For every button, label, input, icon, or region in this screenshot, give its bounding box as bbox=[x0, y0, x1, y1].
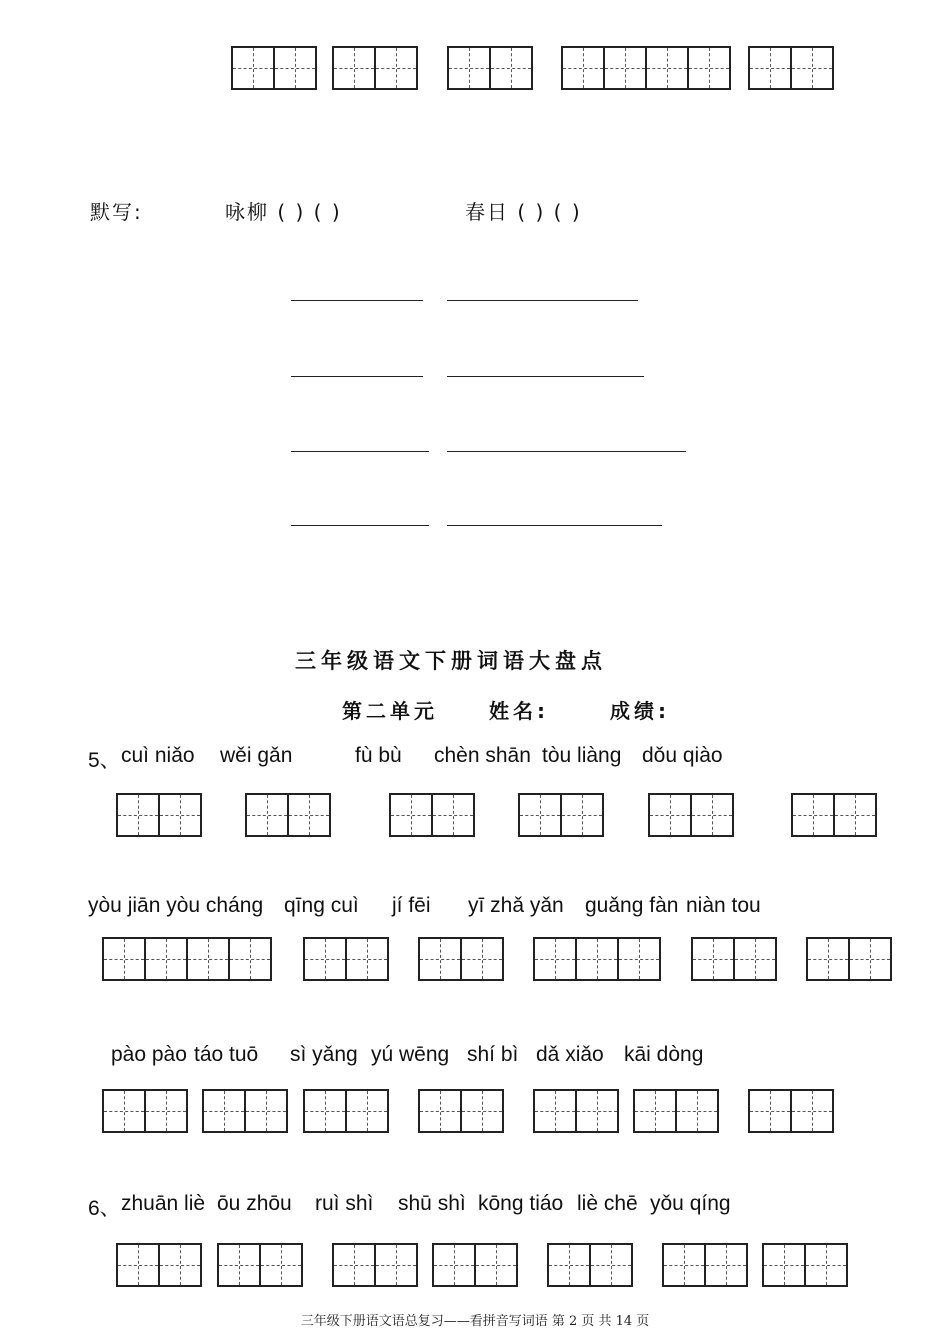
pinyin-word: ōu zhōu bbox=[217, 1192, 292, 1215]
writing-cell[interactable] bbox=[217, 1243, 261, 1287]
writing-cell[interactable] bbox=[102, 1089, 146, 1133]
answer-line-3a[interactable] bbox=[291, 451, 429, 452]
writing-cell[interactable] bbox=[806, 937, 850, 981]
answer-grid[interactable] bbox=[418, 1089, 504, 1133]
answer-grid[interactable] bbox=[389, 793, 475, 837]
pinyin-word: pào pào bbox=[111, 1043, 187, 1066]
writing-cell[interactable] bbox=[762, 1243, 806, 1287]
answer-grid[interactable] bbox=[202, 1089, 288, 1133]
pinyin-word: zhuān liè bbox=[121, 1192, 206, 1215]
answer-line-2a[interactable] bbox=[291, 376, 423, 377]
writing-cell[interactable] bbox=[748, 46, 792, 90]
writing-cell[interactable] bbox=[648, 793, 692, 837]
writing-cell[interactable] bbox=[332, 1243, 376, 1287]
writing-cell[interactable] bbox=[645, 46, 689, 90]
writing-cell[interactable] bbox=[158, 1243, 202, 1287]
writing-cell[interactable] bbox=[228, 937, 272, 981]
writing-cell[interactable] bbox=[244, 1089, 288, 1133]
writing-cell[interactable] bbox=[418, 937, 462, 981]
pinyin-word: qīng cuì bbox=[284, 894, 359, 917]
answer-grid[interactable] bbox=[648, 793, 734, 837]
pinyin-word: yú wēng bbox=[371, 1043, 450, 1066]
writing-cell[interactable] bbox=[273, 46, 317, 90]
writing-cell[interactable] bbox=[231, 46, 275, 90]
writing-cell[interactable] bbox=[733, 937, 777, 981]
answer-grid[interactable] bbox=[633, 1089, 719, 1133]
writing-cell[interactable] bbox=[790, 1089, 834, 1133]
writing-cell[interactable] bbox=[617, 937, 661, 981]
pinyin-word: niàn tou bbox=[686, 894, 761, 917]
dictation-label: 默写: bbox=[90, 200, 143, 224]
writing-cell[interactable] bbox=[704, 1243, 748, 1287]
writing-cell[interactable] bbox=[460, 1089, 504, 1133]
answer-grid[interactable] bbox=[116, 793, 202, 837]
writing-cell[interactable] bbox=[158, 793, 202, 837]
writing-cell[interactable] bbox=[603, 46, 647, 90]
pinyin-word: wěi gǎn bbox=[220, 744, 293, 767]
writing-cell[interactable] bbox=[389, 793, 433, 837]
answer-grid[interactable] bbox=[547, 1243, 633, 1287]
writing-cell[interactable] bbox=[287, 793, 331, 837]
answer-grid[interactable] bbox=[303, 1089, 389, 1133]
answer-grid[interactable] bbox=[418, 937, 504, 981]
answer-line-4a[interactable] bbox=[291, 525, 429, 526]
worksheet-title: 三年级语文下册词语大盘点 bbox=[295, 649, 607, 673]
answer-grid[interactable] bbox=[533, 1089, 619, 1133]
pinyin-word: yòu jiān yòu cháng bbox=[88, 894, 264, 917]
writing-cell[interactable] bbox=[533, 1089, 577, 1133]
row-number: 6、 bbox=[88, 1197, 121, 1220]
answer-grid[interactable] bbox=[217, 1243, 303, 1287]
answer-grid[interactable] bbox=[332, 1243, 418, 1287]
top-grid-5[interactable] bbox=[748, 46, 834, 90]
unit-label: 第二单元 bbox=[342, 699, 438, 723]
writing-cell[interactable] bbox=[687, 46, 731, 90]
writing-cell[interactable] bbox=[116, 1243, 160, 1287]
poem-2-title: 春日 ( ) ( ) bbox=[465, 200, 582, 224]
pinyin-word: chèn shān bbox=[434, 744, 531, 767]
writing-cell[interactable] bbox=[374, 1243, 418, 1287]
pinyin-word: tòu liàng bbox=[542, 744, 622, 767]
writing-cell[interactable] bbox=[345, 937, 389, 981]
pinyin-word: yǒu qíng bbox=[650, 1192, 731, 1215]
answer-grid[interactable] bbox=[102, 1089, 188, 1133]
writing-cell[interactable] bbox=[575, 1089, 619, 1133]
top-grid-2[interactable] bbox=[332, 46, 418, 90]
answer-line-1a[interactable] bbox=[291, 300, 423, 301]
writing-cell[interactable] bbox=[675, 1089, 719, 1133]
writing-cell[interactable] bbox=[690, 793, 734, 837]
writing-cell[interactable] bbox=[144, 1089, 188, 1133]
name-label: 姓名: bbox=[489, 699, 549, 723]
writing-cell[interactable] bbox=[186, 937, 230, 981]
page-footer: 三年级下册语文语总复习——看拼音写词语 第 2 页 共 14 页 bbox=[300, 1314, 650, 1329]
poem-1-title: 咏柳 ( ) ( ) bbox=[225, 200, 342, 224]
pinyin-word: sì yǎng bbox=[290, 1043, 358, 1066]
answer-grid[interactable] bbox=[533, 937, 661, 981]
writing-cell[interactable] bbox=[202, 1089, 246, 1133]
writing-cell[interactable] bbox=[489, 46, 533, 90]
writing-cell[interactable] bbox=[748, 1089, 792, 1133]
pinyin-word: dǒu qiào bbox=[642, 744, 723, 767]
answer-line-1b[interactable] bbox=[447, 300, 638, 301]
pinyin-word: yī zhǎ yǎn bbox=[468, 894, 564, 917]
pinyin-word: jí fēi bbox=[392, 894, 431, 917]
pinyin-word: ruì shì bbox=[315, 1192, 374, 1215]
answer-grid[interactable] bbox=[762, 1243, 848, 1287]
pinyin-word: liè chē bbox=[577, 1192, 638, 1215]
writing-cell[interactable] bbox=[418, 1089, 462, 1133]
answer-line-4b[interactable] bbox=[447, 525, 662, 526]
answer-grid[interactable] bbox=[518, 793, 604, 837]
writing-cell[interactable] bbox=[547, 1243, 591, 1287]
writing-cell[interactable] bbox=[848, 937, 892, 981]
writing-cell[interactable] bbox=[691, 937, 735, 981]
writing-cell[interactable] bbox=[575, 937, 619, 981]
writing-cell[interactable] bbox=[790, 46, 834, 90]
answer-grid[interactable] bbox=[748, 1089, 834, 1133]
pinyin-word: dǎ xiǎo bbox=[536, 1043, 604, 1066]
writing-cell[interactable] bbox=[791, 793, 835, 837]
pinyin-word: kōng tiáo bbox=[478, 1192, 564, 1215]
pinyin-word: shí bì bbox=[467, 1043, 519, 1066]
writing-cell[interactable] bbox=[303, 937, 347, 981]
answer-grid[interactable] bbox=[662, 1243, 748, 1287]
score-label: 成绩: bbox=[610, 699, 670, 723]
writing-cell[interactable] bbox=[332, 46, 376, 90]
writing-cell[interactable] bbox=[345, 1089, 389, 1133]
top-grid-3[interactable] bbox=[447, 46, 533, 90]
writing-cell[interactable] bbox=[374, 46, 418, 90]
answer-line-3b[interactable] bbox=[447, 451, 686, 452]
writing-cell[interactable] bbox=[474, 1243, 518, 1287]
writing-cell[interactable] bbox=[662, 1243, 706, 1287]
row-number: 5、 bbox=[88, 749, 121, 772]
writing-cell[interactable] bbox=[245, 793, 289, 837]
writing-cell[interactable] bbox=[518, 793, 562, 837]
writing-cell[interactable] bbox=[303, 1089, 347, 1133]
writing-cell[interactable] bbox=[633, 1089, 677, 1133]
writing-cell[interactable] bbox=[560, 793, 604, 837]
answer-grid[interactable] bbox=[116, 1243, 202, 1287]
writing-cell[interactable] bbox=[561, 46, 605, 90]
writing-cell[interactable] bbox=[447, 46, 491, 90]
answer-grid[interactable] bbox=[303, 937, 389, 981]
writing-cell[interactable] bbox=[533, 937, 577, 981]
pinyin-word: táo tuō bbox=[194, 1043, 259, 1066]
answer-grid[interactable] bbox=[691, 937, 777, 981]
answer-grid[interactable] bbox=[791, 793, 877, 837]
pinyin-word: cuì niǎo bbox=[121, 744, 195, 767]
pinyin-word: fù bù bbox=[355, 744, 402, 767]
pinyin-word: kāi dòng bbox=[624, 1043, 704, 1066]
answer-grid[interactable] bbox=[245, 793, 331, 837]
top-grid-4[interactable] bbox=[561, 46, 731, 90]
writing-cell[interactable] bbox=[102, 937, 146, 981]
writing-cell[interactable] bbox=[432, 1243, 476, 1287]
writing-cell[interactable] bbox=[259, 1243, 303, 1287]
writing-cell[interactable] bbox=[589, 1243, 633, 1287]
pinyin-word: shū shì bbox=[398, 1192, 466, 1215]
writing-cell[interactable] bbox=[144, 937, 188, 981]
pinyin-word: guǎng fàn bbox=[585, 894, 679, 917]
top-grid-1[interactable] bbox=[231, 46, 317, 90]
writing-cell[interactable] bbox=[804, 1243, 848, 1287]
writing-cell[interactable] bbox=[116, 793, 160, 837]
writing-cell[interactable] bbox=[833, 793, 877, 837]
answer-grid[interactable] bbox=[432, 1243, 518, 1287]
writing-cell[interactable] bbox=[431, 793, 475, 837]
writing-cell[interactable] bbox=[460, 937, 504, 981]
answer-line-2b[interactable] bbox=[447, 376, 644, 377]
answer-grid[interactable] bbox=[806, 937, 892, 981]
answer-grid[interactable] bbox=[102, 937, 272, 981]
